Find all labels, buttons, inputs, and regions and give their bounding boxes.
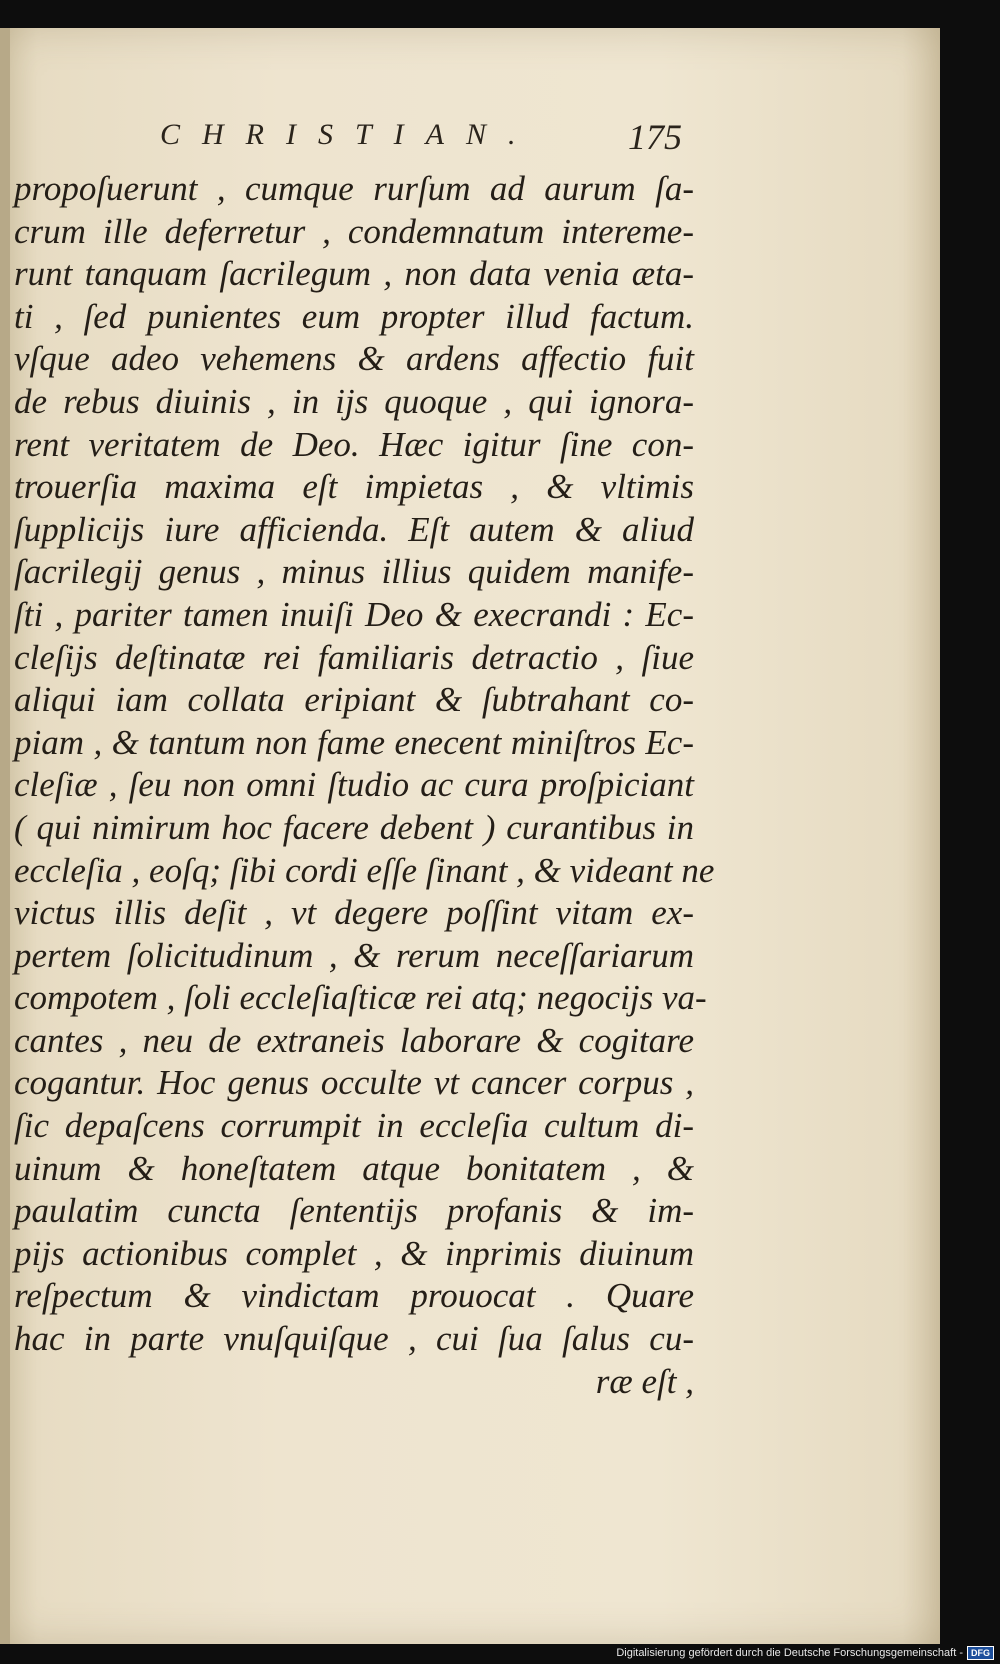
text-line: ſupplicijs iure afficienda. Eſt autem & aliud <box>14 509 694 549</box>
text-line: trouerſia maxima eſt impietas , & vltimis <box>14 467 694 507</box>
text-line: paulatim cuncta ſententijs profanis & im- <box>14 1191 694 1231</box>
running-title: CHRISTIAN. <box>160 118 538 151</box>
text-line: ſacrilegij genus , minus illius quidem manife- <box>14 552 694 592</box>
text-line: eccleſia , eoſq; ſibi cordi eſſe ſinant , & videant ne <box>14 850 715 890</box>
text-line: aliqui iam collata eripiant & ſubtrahant co- <box>14 680 694 720</box>
text-line: de rebus diuinis , in ijs quoque , qui ignora- <box>14 381 694 421</box>
text-line: victus illis deſit , vt degere poſſint vitam ex- <box>14 893 694 933</box>
text-line: propoſuerunt , cumque rurſum ad aurum ſa- <box>14 169 694 208</box>
text-line: piam , & tantum non fame enecent miniſtros Ec- <box>14 722 694 762</box>
text-line: crum ille deferretur , condemnatum intereme- <box>14 211 694 251</box>
text-line: vſque adeo vehemens & ardens affectio fuit <box>14 339 694 379</box>
credit-text: Digitalisierung gefördert durch die Deutsche Forschungsgemeinschaft - <box>616 1647 963 1659</box>
text-line: cleſiæ , ſeu non omni ſtudio ac cura proſpiciant <box>14 765 694 805</box>
text-line: pijs actionibus complet , & inprimis diuinum <box>14 1233 694 1273</box>
text-line: cleſijs deſtinatæ rei familiaris detractio , ſiue <box>14 637 694 677</box>
text-line: reſpectum & vindictam prouocat . Quare <box>14 1276 694 1316</box>
text-line: uinum & honeſtatem atque bonitatem , & <box>14 1148 694 1188</box>
text-line: ſic depaſcens corrumpit in eccleſia cultum di- <box>14 1106 694 1146</box>
body-text <box>14 168 715 1403</box>
text-line: ti , ſed punientes eum propter illud factum. <box>14 296 694 336</box>
text-line: ſti , pariter tamen inuiſi Deo & execrandi : Ec- <box>14 594 694 634</box>
text-line: ræ eſt , <box>595 1361 694 1401</box>
digitization-credit <box>616 1646 994 1660</box>
page-binding-edge <box>0 28 10 1644</box>
text-line: ( qui nimirum hoc facere debent ) curantibus in <box>14 807 694 847</box>
text-line: compotem , ſoli eccleſiaſticæ rei atq; negocijs va- <box>14 978 707 1018</box>
book-page <box>0 28 940 1644</box>
text-line: runt tanquam ſacrilegum , non data venia æta- <box>14 254 694 294</box>
page-number: 175 <box>628 117 682 157</box>
text-line: pertem ſolicitudinum , & rerum neceſſariarum <box>14 935 694 975</box>
text-line: cogantur. Hoc genus occulte vt cancer corpus , <box>14 1063 694 1103</box>
text-line: hac in parte vnuſquiſque , cui ſua ſalus cu- <box>14 1319 694 1359</box>
text-line: cantes , neu de extraneis laborare & cogitare <box>14 1020 694 1060</box>
dfg-logo-icon: DFG <box>967 1646 994 1660</box>
text-line: rent veritatem de Deo. Hæc igitur ſine con- <box>14 424 694 464</box>
